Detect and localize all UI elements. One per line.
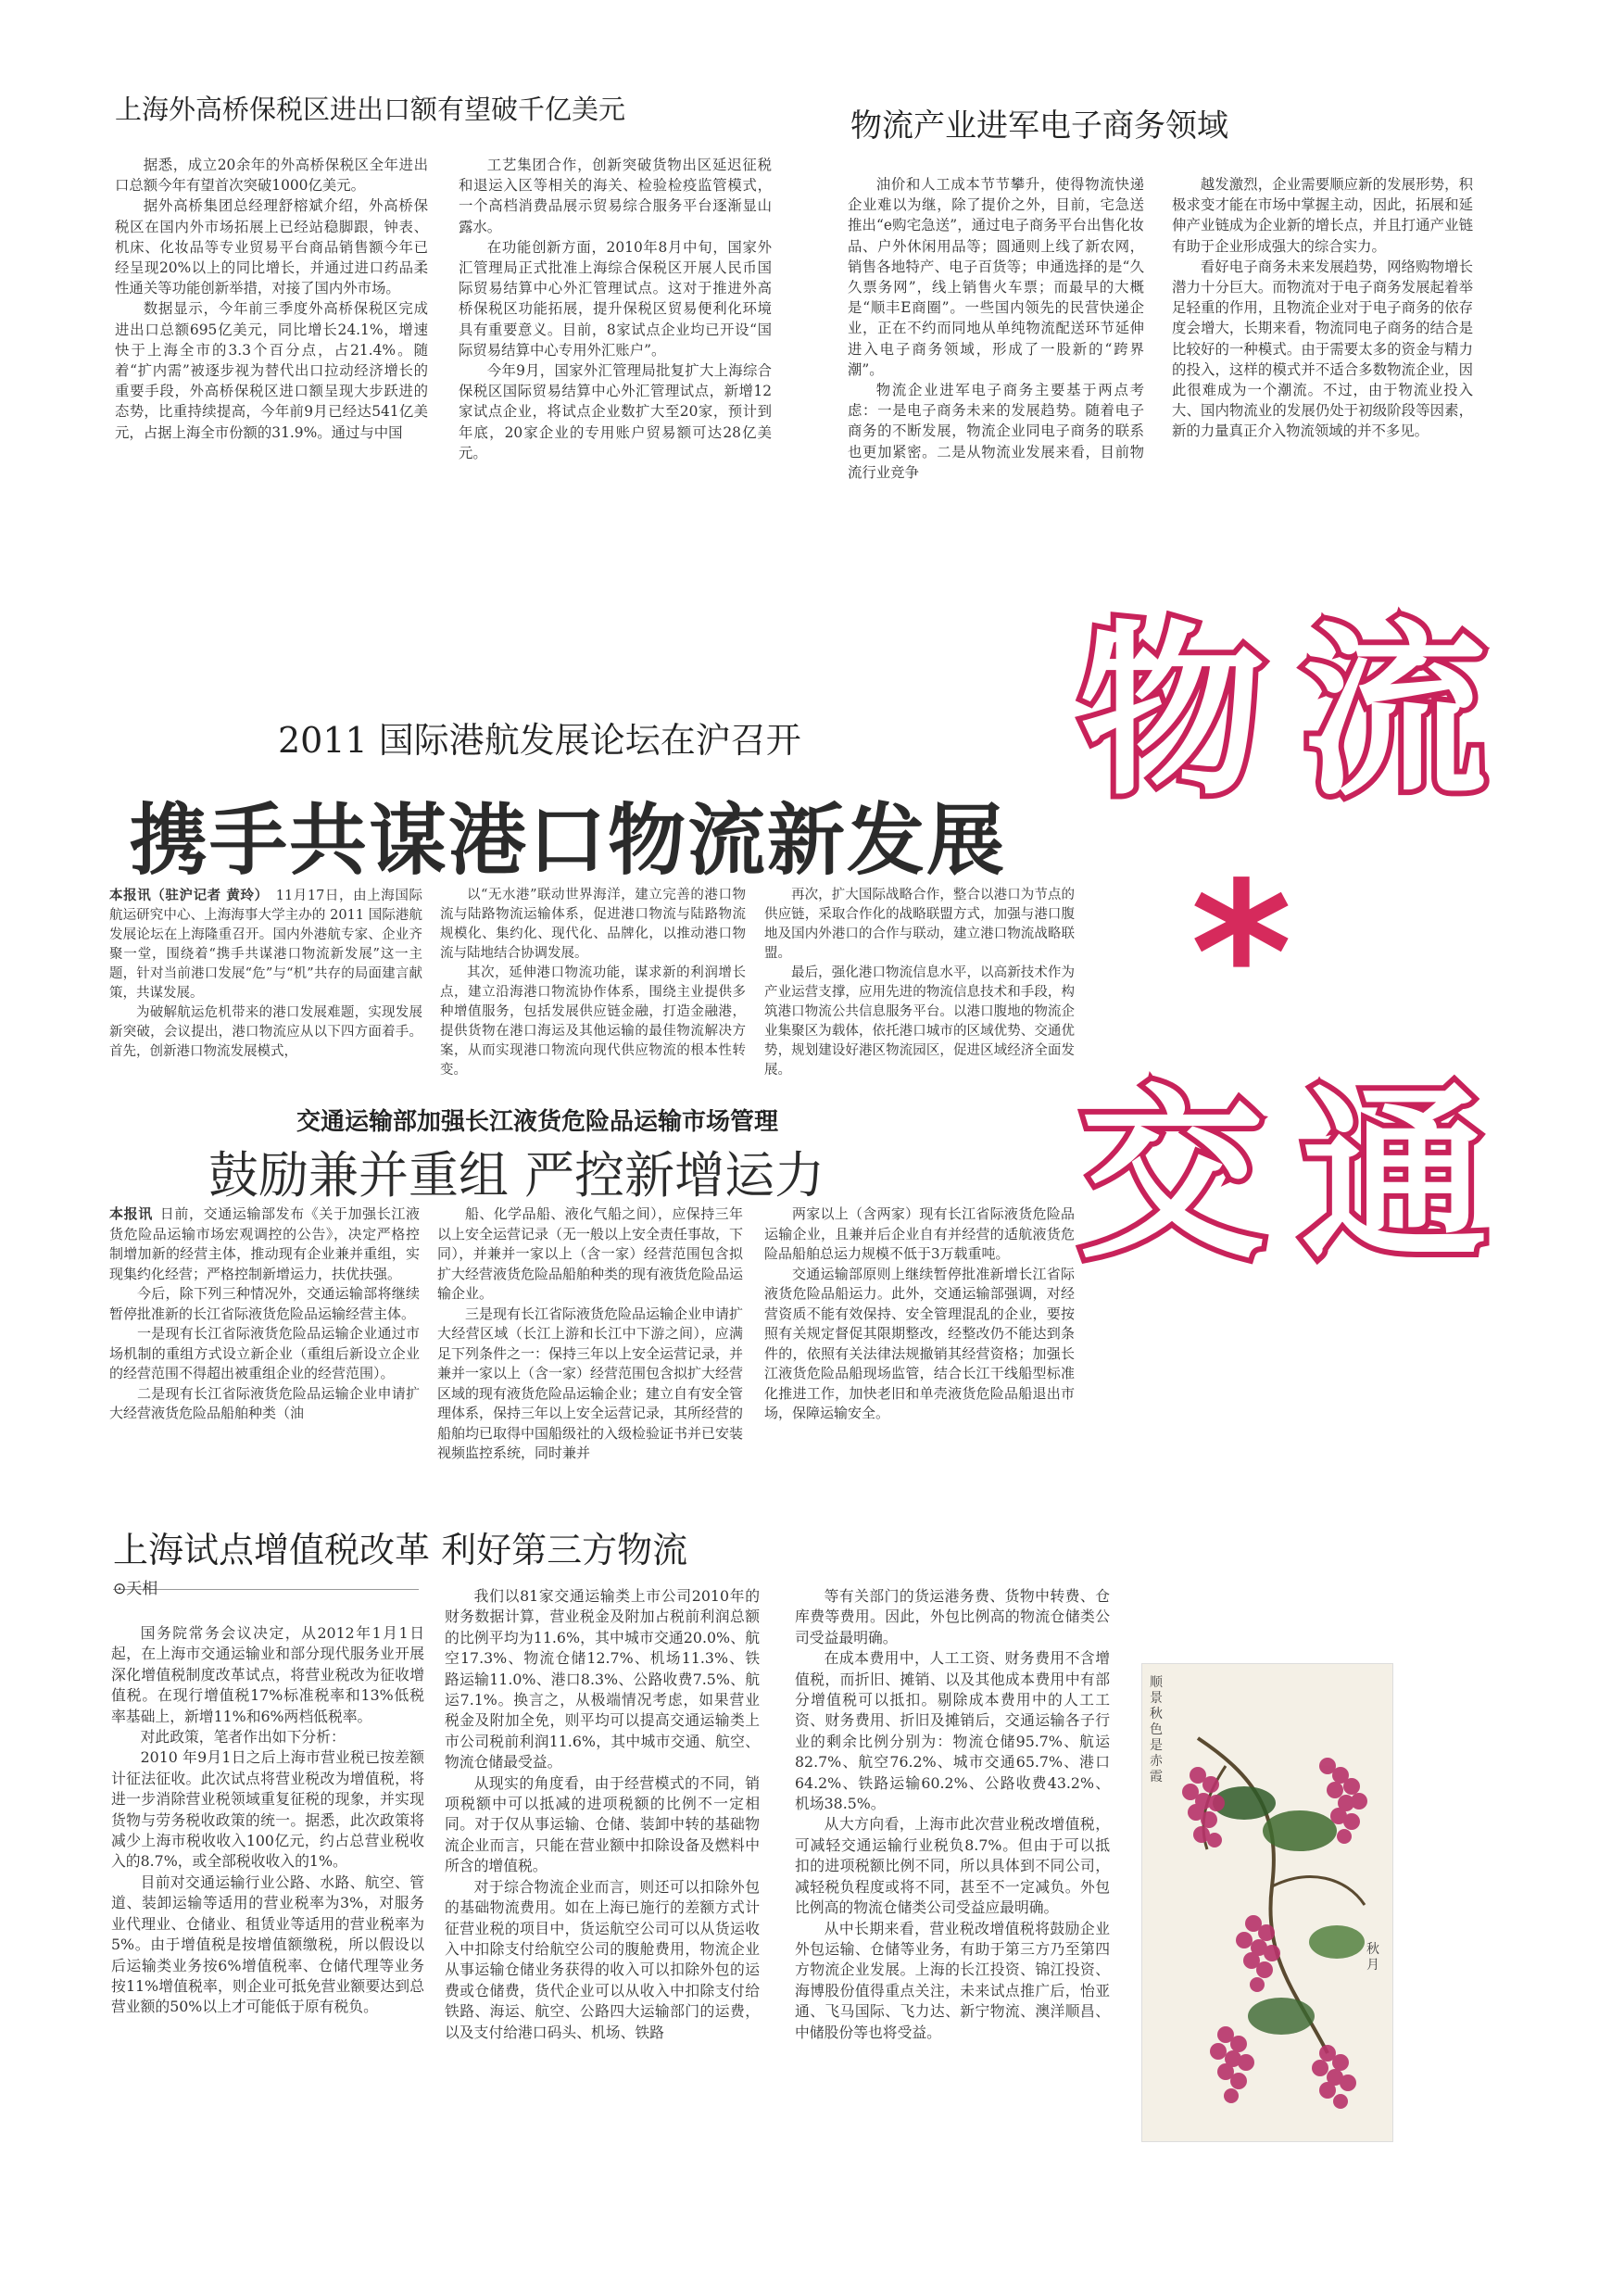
article5-col3 (795, 1586, 1110, 2151)
article1-col1-paragraph: 据悉，成立20余年的外高桥保税区全年进出口总额今年有望首次突破1000亿美元。 (115, 157, 428, 195)
article2-col1-paragraph: 油价和人工成本节节攀升，使得物流快递企业难以为继，除了提价之外，目前，宅急送推出“e购宅急送”，通过电子商务平台出售化妆品、户外休闲用品等；圆通则上线了新农网，销售各地特产、电子百货等；申通选择的是“久久票务网”，线上销售火车票；而最早的大概是“顺丰E商圈”。一些国内领先的民营快递企业，正在不约而同地从单纯物流配送环节延伸进入电子商务领域，形成了一股新的“跨界潮”。 (848, 176, 1144, 378)
painting-inscription-left: 顺景秋色是赤霞 (1150, 1675, 1163, 1784)
grape-painting (1141, 1663, 1393, 2142)
article1-col2-paragraph: 今年9月，国家外汇管理局批复扩大上海综合保税区国际贸易结算中心外汇管理试点，新增12家试点企业，将试点企业数扩大至20家，预计到年底，20家企业的专用账户贸易额可达28亿美元。 (459, 362, 772, 461)
article1-col1 (115, 155, 428, 546)
grape-painting-image (1142, 1664, 1392, 2141)
article3-col1-p2: 为破解航运危机带来的港口发展难题，实现发展新突破，会议提出，港口物流应从以下四方面着手。首先，创新港口物流发展模式， (109, 1005, 422, 1059)
article4-lead: 日前，交通运输部发布《关于加强长江液货危险品运输市场宏观调控的公告》，决定严格控制增加新的经营主体，推动现有企业兼并重组，实现集约化经营；严格控制新增运力，扶优扶强。 (109, 1205, 420, 1282)
article3-col3-paragraph: 再次，扩大国际战略合作，整合以港口为节点的供应链，采取合作化的战略联盟方式，加强与港口腹地及国内外港口的合作与联动，建立港口物流战略联盟。 (764, 888, 1075, 961)
article4-col3 (764, 1204, 1075, 1507)
side-char-tong: 通 (1301, 1068, 1487, 1284)
article1-col1-paragraph: 数据显示，今年前三季度外高桥保税区完成进出口总额695亿美元，同比增长24.1%，增速快于上海全市的3.3个百分点，占21.4%。随着“扩内需”被逐步视为替代出口拉动经济增长的重要手段，外高桥保税区进口额呈现大步跃进的态势，比重持续提高，今年前9月已经达541亿美元，占据上海全市份额的31.9%。通过与中国 (115, 300, 428, 441)
side-char-liu: 流 (1301, 605, 1487, 821)
article3-col3 (764, 886, 1075, 1078)
article4-byline: 本报讯 (109, 1205, 153, 1222)
article1-col2-paragraph: 工艺集团合作，创新突破货物出区延迟征税和退运入区等相关的海关、检验检疫监管模式，一个高档消费品展示贸易综合服务平台逐渐显山露水。 (459, 157, 772, 235)
side-char-wu: 物 (1078, 605, 1265, 821)
article4-col3-paragraph: 两家以上（含两家）现有长江省际液货危险品运输企业，且兼并后企业自有并经营的适航液货危险品船舶总运力规模不低于3万载重吨。 (764, 1205, 1075, 1262)
article3-col2 (440, 886, 746, 1078)
article3-subtitle: 2011 国际港航发展论坛在沪召开 (278, 720, 801, 761)
article3-title: 携手共谋港口物流新发展 (130, 795, 1007, 886)
article4-col1 (109, 1204, 420, 1507)
article5-title: 上海试点增值税改革 利好第三方物流 (113, 1530, 688, 1570)
article5-byline-rule (113, 1589, 419, 1590)
article3-col3-paragraph: 最后，强化港口物流信息水平，以高新技术作为产业运营支撑，应用先进的物流信息技术和手段，构筑港口物流公共信息服务平台。以港口腹地的物流企业集聚区为载体，依托港口城市的区域优势、交通优势，规划建设好港区物流园区，促进区域经济全面发展。 (764, 965, 1075, 1078)
article5-col3-paragraph: 从大方向看，上海市此次营业税改增值税，可减轻交通运输行业税负8.7%。但由于可以抵扣的进项税额比例不同，所以具体到不同公司，减轻税负程度或将不同，甚至不一定减负。外包比例高的物流仓储类公司受益应最明确。 (795, 1815, 1110, 1917)
article2-col1-paragraph: 物流企业进军电子商务主要基于两点考虑：一是电子商务未来的发展趋势。随着电子商务的不断发展，物流企业同电子商务的联系也更加紧密。二是从物流业发展来看，目前物流行业竞争 (848, 382, 1144, 481)
article3-lead: 11月17日，由上海国际航运研究中心、上海海事大学主办的 2011 国际港航发展论坛在上海隆重召开。国内外港航专家、企业齐聚一堂，围绕着“携手共谋港口物流新发展”这一主题，针对当前港口发展“危”与“机”共存的局面建言献策，共谋发展。 (109, 889, 422, 1001)
article5-col1-paragraph: 目前对交通运输行业公路、水路、航空、管道、装卸运输等适用的营业税率为3%，对服务业代理业、仓储业、租赁业等适用的营业税率为5%。由于增值税是按增值额缴税，所以假设以后运输类业务按6%增值税率、仓储代理等业务按11%增值税率，则企业可抵免营业额要达到总营业额的50%以上才可能低于原有税负。 (111, 1873, 424, 2016)
article5-col1 (111, 1623, 424, 2151)
article5-col3-paragraph: 在成本费用中，人工工资、财务费用不含增值税，而折旧、摊销、以及其他成本费用中有部分增值税可以抵扣。剔除成本费用中的人工工资、财务费用、折旧及摊销后，交通运输各子行业的剩余比例分别为：物流仓储95.7%、航运82.7%、航空76.2%、城市交通65.7%、港口64.2%、铁路运输60.2%、公路收费43.2%、机场38.5%。 (795, 1649, 1110, 1813)
article1-col1-paragraph: 据外高桥集团总经理舒榕斌介绍，外高桥保税区在国内外市场拓展上已经站稳脚跟，钟表、机床、化妆品等专业贸易平台商品销售额今年已经呈现20%以上的同比增长，并通过进口药品柔性通关等功能创新举措，对接了国内外市场。 (115, 197, 428, 297)
article5-col2-paragraph: 对于综合物流企业而言，则还可以扣除外包的基础物流费用。如在上海已施行的差额方式计征营业税的项目中，货运航空公司可以从货运收入中扣除支付给航空公司的腹舱费用，物流企业从事运输仓储业务获得的收入可以扣除外包的运费或仓储费，货代企业可以从收入中扣除支付给铁路、海运、航空、公路四大运输部门的运费，以及支付给港口码头、机场、铁路 (445, 1877, 760, 2041)
article1-title: 上海外高桥保税区进出口额有望破千亿美元 (115, 94, 626, 125)
article5-col3-paragraph: 等有关部门的货运港务费、货物中转费、仓库费等费用。因此，外包比例高的物流仓储类公司受益最明确。 (795, 1587, 1110, 1646)
article4-col2-paragraph: 三是现有长江省际液货危险品运输企业申请扩大经营区域（长江上游和长江中下游之间），应满足下列条件之一：保持三年以上安全运营记录，并兼并一家以上（含一家）经营范围包含拟扩大经营区域的现有液货危险品运输企业；建立自有安全管理体系，保持三年以上安全运营记录，其所经营的船舶均已取得中国船级社的入级检验证书并已安装视频监控系统，同时兼并 (437, 1305, 743, 1461)
side-separator-star: * (1190, 840, 1292, 1067)
article4-col2 (437, 1204, 743, 1507)
article4-col1-p4: 二是现有长江省际液货危险品运输企业申请扩大经营液货危险品船舶种类（油 (109, 1384, 420, 1421)
side-char-jiao: 交 (1078, 1068, 1265, 1284)
article5-col1-paragraph: 国务院常务会议决定，从2012年1月1日起，在上海市交通运输业和部分现代服务业开展深化增值税制度改革试点，将营业税改为征收增值税。在现行增值税17%标准税率和13%低税率基础上，新增11%和6%两档低税率。 (111, 1624, 424, 1725)
article3-col2-paragraph: 其次，延伸港口物流功能，谋求新的利润增长点，建立沿海港口物流协作体系，围绕主业提供多种增值服务，包括发展供应链金融，打造金融港，提供货物在港口海运及其他运输的最佳物流解决方案，从而实现港口物流向现代供应物流的根本性转变。 (440, 965, 746, 1078)
article2-title: 物流产业进军电子商务领域 (850, 107, 1228, 145)
article3-col1 (109, 886, 422, 1078)
article5-col3-paragraph: 从中长期来看，营业税改增值税将鼓励企业外包运输、仓储等业务，有助于第三方乃至第四方物流企业发展。上海的长江投资、锦江投资、海博股份值得重点关注，未来试点推广后，怡亚通、飞马国际、飞力达、新宁物流、澳洋顺昌、中储股份等也将受益。 (795, 1919, 1110, 2041)
article2-col2 (1172, 174, 1473, 545)
painting-inscription-right: 秋月 (1366, 1942, 1379, 1973)
article4-subtitle: 交通运输部加强长江液货危险品运输市场管理 (296, 1108, 779, 1136)
article4-col1-p3: 一是现有长江省际液货危险品运输企业通过市场机制的重组方式设立新企业（重组后新设立企业的经营范围不得超出被重组企业的经营范围）。 (109, 1325, 420, 1381)
article5-col1-paragraph: 对此政策，笔者作出如下分析： (140, 1728, 346, 1747)
article1-col2-paragraph: 在功能创新方面，2010年8月中旬，国家外汇管理局正式批准上海综合保税区开展人民币国际贸易结算中心外汇管理试点。这对于推进外高桥保税区功能拓展，提升保税区贸易便利化环境具有重要意义。目前，8家试点企业均已开设“国际贸易结算中心专用外汇账户”。 (459, 238, 772, 359)
article4-col1-p2: 今后，除下列三种情况外，交通运输部将继续暂停批准新的长江省际液货危险品运输经营主体。 (109, 1285, 420, 1322)
article5-col1-paragraph: 2010 年9月1日之后上海市营业税已按差额计征法征收。此次试点将营业税改为增值税，将进一步消除营业税领域重复征税的现象，并实现货物与劳务税收政策的统一。据悉，此次政策将减少上海市税收收入100亿元，约占总营业税收入的8.7%，或全部税收收入的1%。 (111, 1748, 424, 1871)
article2-col1 (848, 174, 1144, 545)
article5-byline: ⊙天相 (113, 1580, 158, 1598)
article2-col2-paragraph: 越发激烈，企业需要顺应新的发展形势，积极求变才能在市场中掌握主动，因此，拓展和延伸产业链成为企业新的增长点，并且打通产业链有助于企业形成强大的综合实力。 (1172, 176, 1473, 255)
article3-byline: 本报讯（驻沪记者 黄玲） (109, 888, 269, 903)
article5-col2-paragraph: 从现实的角度看，由于经营模式的不同，销项税额中可以抵减的进项税额的比例不一定相同。对于仅从事运输、仓储、装卸中转的基础物流企业而言，只能在营业额中扣除设备及燃料中所含的增值税。 (445, 1773, 760, 1875)
article2-col2-paragraph: 看好电子商务未来发展趋势，网络购物增长潜力十分巨大。而物流对于电子商务发展起着举足轻重的作用，且物流企业对于电子商务的依存度会增大，长期来看，物流同电子商务的结合是比较好的一种模式。由于需要太多的资金与精力的投入，这样的模式并不适合多数物流企业，因此很难成为一个潮流。不过，由于物流业投入大、国内物流业的发展仍处于初级阶段等因素，新的力量真正介入物流领域的并不多见。 (1172, 258, 1473, 440)
article4-col3-paragraph: 交通运输部原则上继续暂停批准新增长江省际液货危险品船运力。此外，交通运输部强调，对经营资质不能有效保持、安全管理混乱的企业，要按照有关规定督促其限期整改，经整改仍不能达到条件的，依照有关法律法规撤销其经营资格；加强长江液货危险品船现场监管，结合长江干线船型标准化推进工作，加快老旧和单壳液货危险品船退出市场，保障运输安全。 (764, 1265, 1075, 1421)
article5-col2 (445, 1586, 760, 2151)
article4-title: 鼓励兼并重组 严控新增运力 (208, 1146, 825, 1204)
article4-col2-paragraph: 船、化学品船、液化气船之间），应保持三年以上安全运营记录（无一般以上安全责任事故，下同），并兼并一家以上（含一家）经营范围包含拟扩大经营液货危险品船舶种类的现有液货危险品运输企业。 (437, 1205, 743, 1302)
article1-col2 (459, 155, 772, 546)
article3-col2-paragraph: 以“无水港”联动世界海洋，建立完善的港口物流与陆路物流运输体系，促进港口物流与陆路物流规模化、集约化、现代化、品牌化，以推动港口物流与陆地结合协调发展。 (440, 888, 746, 961)
article5-col2-paragraph: 我们以81家交通运输类上市公司2010年的财务数据计算，营业税金及附加占税前利润总额的比例平均为11.6%，其中城市交通20.0%、航空17.3%、物流仓储12.7%、机场11.3%、铁路运输11.0%、港口8.3%、公路收费7.5%、航运7.1%。换言之，从极端情况考虑，如果营业税金及附加全免，则平均可以提高交通运输类上市公司税前利润11.6%，其中城市交通、航空、物流仓储最受益。 (445, 1587, 760, 1772)
